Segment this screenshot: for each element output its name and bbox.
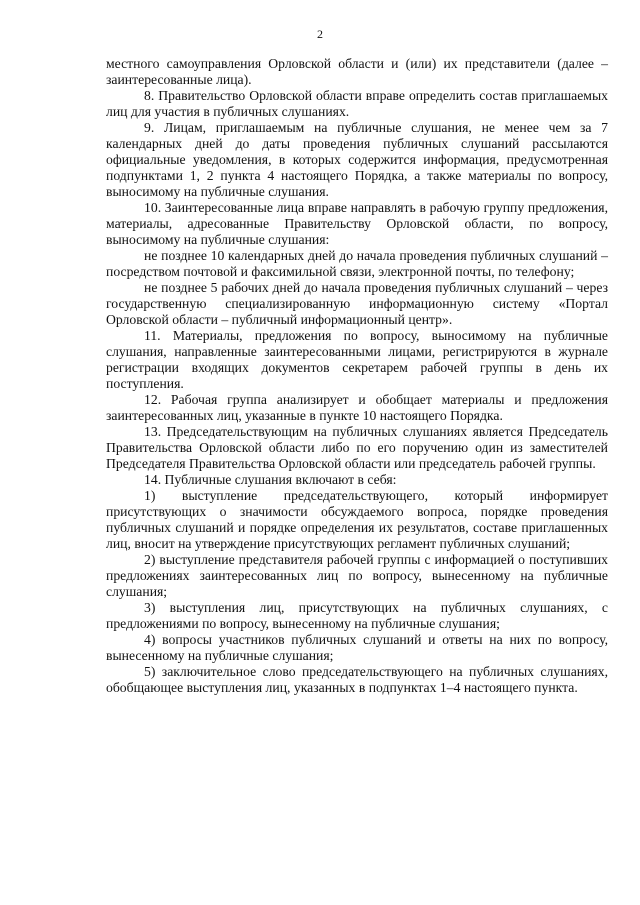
paragraph-continuation: местного самоуправления Орловской области и (или) их представители (далее – заинтересованные лица). — [106, 56, 608, 87]
paragraph-item-10-deadline-postal: не позднее 10 календарных дней до начала проведения публичных слушаний – посредством почтовой и факсимильной связи, электронной почты, по телефону; — [106, 248, 608, 279]
paragraph-item-10: 10. Заинтересованные лица вправе направлять в рабочую группу предложения, материалы, адресованные Правительству Орловской области, по вопросу, выносимому на публичные слушания: — [106, 200, 608, 247]
paragraph-item-10-deadline-portal: не позднее 5 рабочих дней до начала проведения публичных слушаний – через государственную специализированную информационную систему «Портал Орловской области – публичный информационный центр». — [106, 280, 608, 327]
paragraph-subitem-4: 4) вопросы участников публичных слушаний и ответы на них по вопросу, вынесенному на публичные слушания; — [106, 632, 608, 663]
paragraph-subitem-2: 2) выступление представителя рабочей группы с информацией о поступивших предложениях заинтересованных лиц по вопросу, вынесенному на публичные слушания; — [106, 552, 608, 599]
paragraph-item-9: 9. Лицам, приглашаемым на публичные слушания, не менее чем за 7 календарных дней до даты проведения публичных слушаний рассылаются официальные уведомления, в которых содержится информация, предусмотренная подпунктами 1, 2 пункта 4 настоящего Порядка, а также материалы по вопросу, выносимому на публичные слушания. — [106, 120, 608, 199]
paragraph-item-8: 8. Правительство Орловской области вправе определить состав приглашаемых лиц для участия в публичных слушаниях. — [106, 88, 608, 119]
paragraph-subitem-1: 1) выступление председательствующего, который информирует присутствующих о значимости обсуждаемого вопроса, порядке проведения публичных слушаний и порядке определения их результатов, составе приглашенных лиц, вносит на утверждение присутствующих регламент публичных слушаний; — [106, 488, 608, 551]
page-number: 2 — [317, 27, 323, 41]
document-body — [106, 56, 608, 696]
paragraph-item-14: 14. Публичные слушания включают в себя: — [144, 472, 397, 487]
paragraph-item-13: 13. Председательствующим на публичных слушаниях является Председатель Правительства Орловской области либо по его поручению один из заместителей Председателя Правительства Орловской области или председатель рабочей группы. — [106, 424, 608, 471]
paragraph-subitem-3: 3) выступления лиц, присутствующих на публичных слушаниях, с предложениями по вопросу, вынесенному на публичные слушания; — [106, 600, 608, 631]
paragraph-item-11: 11. Материалы, предложения по вопросу, выносимому на публичные слушания, направленные заинтересованными лицами, регистрируются в журнале регистрации входящих документов секретарем рабочей группы в день их поступления. — [106, 328, 608, 391]
paragraph-subitem-5: 5) заключительное слово председательствующего на публичных слушаниях, обобщающее выступления лиц, указанных в подпунктах 1–4 настоящего пункта. — [106, 664, 608, 695]
paragraph-item-12: 12. Рабочая группа анализирует и обобщает материалы и предложения заинтересованных лиц, указанные в пункте 10 настоящего Порядка. — [106, 392, 608, 423]
